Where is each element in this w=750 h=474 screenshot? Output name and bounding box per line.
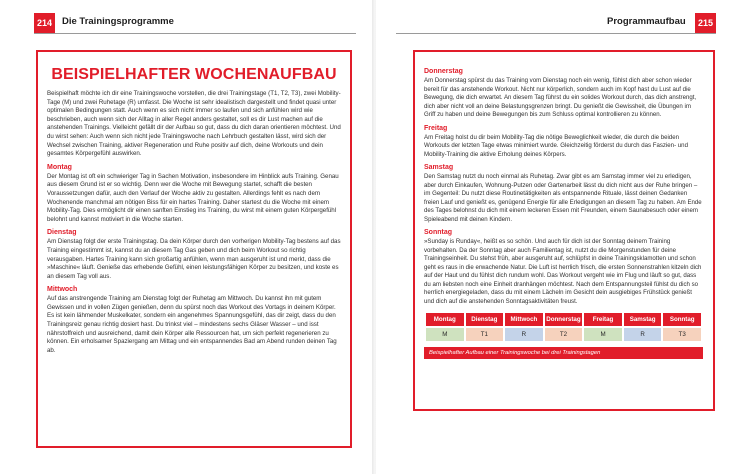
heading-sonntag: Sonntag <box>424 229 452 236</box>
right-page <box>376 0 750 474</box>
left-page <box>0 0 374 474</box>
heading-dienstag: Dienstag <box>47 229 77 237</box>
week-header-cell: Montag <box>426 313 464 326</box>
text-montag: Der Montag ist oft ein schwieriger Tag in Sachen Motivation, insbesondere im Hinblick aufs Training. Genau aus diesem Grund ist er so wichtig. Denn wer die Woche mit Bewegung startet, schafft die besten Voraussetzungen dafür, auch den Verlauf der Woche aktiv zu gestalten. Allerdings fehlt es nach dem Wochenende manchmal am nötigen Biss für ein hartes Training. Daher startest du die Woche mit einem Mobility-Tag. Dies ermöglicht dir einen sanften Einstieg ins Training, du wirst mit einem guten Körpergefühl belohnt und kannst motiviert in die Woche starten. <box>47 172 339 223</box>
heading-mittwoch: Mittwoch <box>47 286 78 294</box>
week-header-cell: Donnerstag <box>545 313 583 326</box>
heading-samstag: Samstag <box>424 164 454 171</box>
text-mittwoch: Auf das anstrengende Training am Dienstag folgt der Ruhetag am Mittwoch. Du kannst ihn mit gutem Gewissen und in vollen Zügen genießen, denn du spürst noch das Workout des Vortags in deinem Körper. Es ist kein lähmender Muskelkater, sondern ein angenehmes Spannungsgefühl, das dir zeigt, dass du den Trainingsreiz genau richtig dosiert hast. Du trinkst viel – mindestens sechs Gläser Wasser – und isst nährstoffreich und ausreichend, damit dein Körper alle Ressourcen hat, um sich perfekt regenerieren zu können. Ein erholsamer Spaziergang am Mittag und ein entspannendes Bad am Abend runden deinen Tag ab. <box>47 295 337 354</box>
left-running-head: Die Trainingsprogramme <box>62 16 174 27</box>
text-samstag: Den Samstag nutzt du noch einmal als Ruhetag. Zwar gibt es am Samstag immer viel zu erledigen, aber durch Einkaufen, Wohnung-Putzen oder Gartenarbeit lässt du dich nicht aus der Ruhe bringen – im Gegenteil: Du nutzt diese Routinetätigkeiten als entspannende Rituale, lässt deinen Gedanken freien Lauf und genießt es, genügend Energie für alle Erledigungen an diesem Tag zu haben. Am Ende des Tages belohnst du dich mit einem leckeren Essen mit Freunden, einem Saunabesuch oder einem Spieleabend mit deinen Kindern. <box>424 173 702 223</box>
week-value-cell: T1 <box>466 328 504 341</box>
text-freitag: Am Freitag holst du dir beim Mobility-Tag die nötige Beweglichkeit wieder, die durch die beiden Workouts der letzten Tage etwas minimiert wurde. Gleichzeitig förderst du durch das Faszien- und Mobility-Training die aktive Erholung deines Körpers. <box>424 133 688 158</box>
text-dienstag: Am Dienstag folgt der erste Trainingstag. Da dein Körper durch den vorherigen Mobility-Tag bestens auf das Training eingestimmt ist, kannst du an diesem Tag Gas geben und dich beim Workout so richtig verausgaben. Hartes Training kann sich großartig anfühlen, wenn man ausgeruht ist und merkt, dass die »Maschine« läuft. Genieße das erhebende Gefühl, einen leistungsfähigen Körper zu besitzen, und koste es an diesem Tag voll aus. <box>47 238 341 280</box>
weekly-plan-box-right <box>413 50 715 411</box>
table-caption: Beispielhafter Aufbau einer Trainingswoche bei drei Trainingstagen <box>424 347 703 359</box>
heading-freitag: Freitag <box>424 124 448 132</box>
week-header-cell: Freitag <box>584 313 622 326</box>
left-header-rule <box>34 33 356 34</box>
week-header-cell: Samstag <box>624 313 662 326</box>
heading-montag: Montag <box>47 163 72 171</box>
week-table-value-row <box>426 328 701 341</box>
right-page-number: 215 <box>695 13 716 33</box>
box-title: BEISPIELHAFTER WOCHENAUFBAU <box>51 66 337 83</box>
right-header-rule <box>396 33 716 34</box>
week-header-cell: Mittwoch <box>505 313 543 326</box>
weekly-plan-box-left <box>36 50 352 448</box>
week-value-cell: M <box>584 328 622 341</box>
heading-donnerstag: Donnerstag <box>424 68 463 75</box>
week-value-cell: M <box>426 328 464 341</box>
left-page-number: 214 <box>34 13 55 33</box>
week-value-cell: T2 <box>545 328 583 341</box>
week-header-cell: Dienstag <box>466 313 504 326</box>
text-sonntag: »Sunday is Runday«, heißt es so schön. Und auch für dich ist der Sonntag deinem Training vorbehalten. Da der Sonntag aber auch Familientag ist, nutzt du die Morgenstunden für deine Trainingseinheit. Du stehst früh, aber ausgeruht auf, schlüpfst in deine Trainingsklamotten und schon geht es raus in die erwachende Natur. Die Luft ist herrlich frisch, die ersten Sonnenstrahlen kitzeln dich auf der Haut und du fühlst dich rundum wohl. Das Workout vergeht wie im Flug und läuft so gut, dass du am liebsten noch eine Einheit dranhängen möchtest. Nach dem Entspannungsteil fühlst du dich so herrlich energiegeladen, dass du mit einem Lächeln im Gesicht dein ausgiebiges Frühstück genießt und dich auf die anstehenden Sonntagsaktivitäten freust. <box>424 238 702 305</box>
intro-paragraph: Beispielhaft möchte ich dir eine Trainingswoche vorstellen, die drei Trainingstage (T1, T2, T3), zwei Mobility-Tage (M) und zwei Ruhetage (R) umfasst. Die Woche ist sehr idealistisch dargestellt und findet quasi unter optimalen Bedingungen statt. Auch wenn es sich nicht immer so laufen und sich anfühlen wird wie beschrieben, auch wenn sich der Alltag in aller Regel anders gestaltet, soll es dir Lust machen auf die anstehenden Trainings. Vielleicht gefällt dir der Aufbau so gut, dass du dich daran orientieren möchtest. Und du wirst sehen: Auch wenn sich nicht jede Trainingswoche nach Lehrbuch gestalten lässt, wird sich der Wechsel zwischen Training, aktiver Regeneration und Ruhe positiv auf dich, deine Workouts und dein gesamtes Körpergefühl auswirken. <box>47 90 341 158</box>
right-running-head: Programmaufbau <box>607 16 686 27</box>
week-header-cell: Sonntag <box>663 313 701 326</box>
week-value-cell: T3 <box>663 328 701 341</box>
week-table <box>424 311 703 343</box>
week-value-cell: R <box>624 328 662 341</box>
week-value-cell: R <box>505 328 543 341</box>
week-table-header-row <box>426 313 701 326</box>
text-donnerstag: Am Donnerstag spürst du das Training vom Dienstag noch ein wenig, fühlst dich aber schon wieder bereit für das anstehende Workout. Nicht nur körperlich, sondern auch im Kopf hast du Lust auf die Bewegung, die dich erwartet. An diesem Tag führst du ein solides Workout durch, das dich anstrengt, dich aber nicht voll an deine Belastungsgrenzen bringt. Du genießt die Gewissheit, die Übungen im Griff zu haben und deine Bewegungen bis zum Schluss optimal kontrollieren zu können. <box>424 77 697 118</box>
